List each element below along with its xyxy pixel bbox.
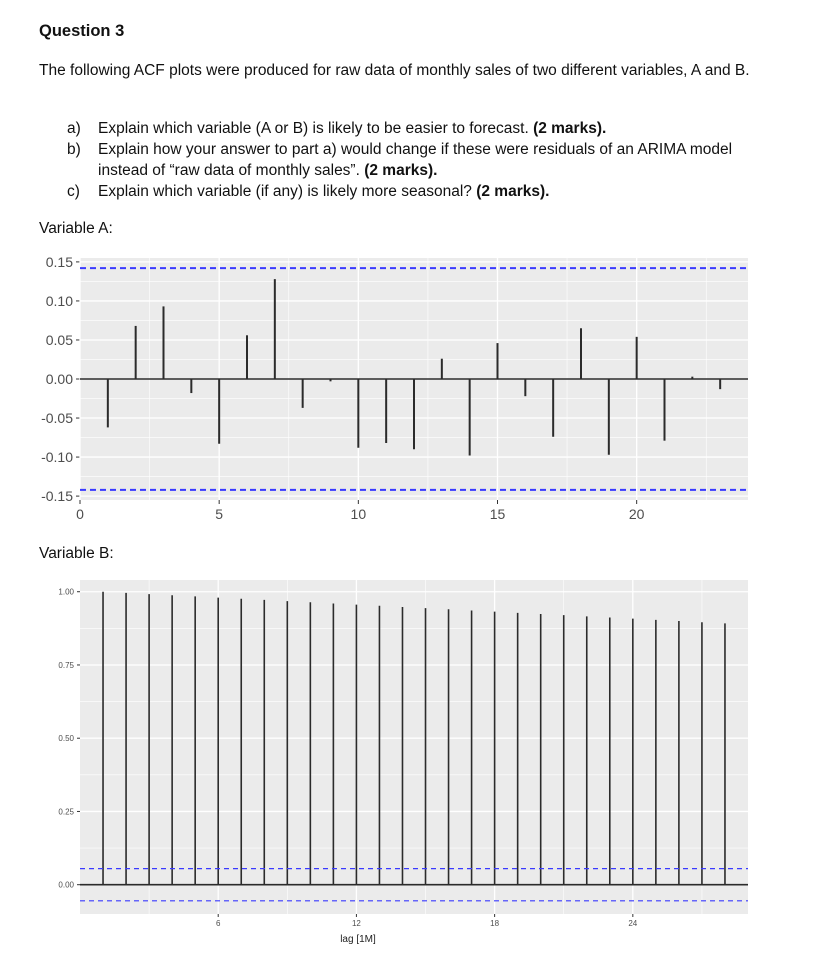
x-tick-label: 20	[628, 506, 645, 522]
part-text: Explain how your answer to part a) would change if these were residuals of an ARIMA model instead of “raw data of monthly sales”.	[98, 141, 733, 179]
x-tick-label: 15	[489, 506, 506, 522]
x-tick-label: 18	[490, 919, 500, 928]
plot-panel	[80, 580, 748, 914]
y-tick-label: -0.15	[41, 487, 73, 504]
y-tick-label: -0.10	[41, 448, 73, 465]
y-tick-label: 0.75	[58, 660, 74, 670]
x-tick-label: 6	[215, 919, 221, 928]
question-intro: The following ACF plots were produced for raw data of monthly sales of two different variables, A and B.	[39, 62, 750, 79]
x-tick-label: 10	[350, 506, 367, 522]
y-tick-label: 0.15	[45, 253, 73, 270]
part-text: Explain which variable (A or B) is likely to be easier to forecast.	[98, 120, 529, 137]
y-tick-label: 0.10	[45, 292, 73, 309]
y-tick-label: 0.50	[58, 734, 74, 744]
variable-b-label: Variable B:	[39, 545, 114, 562]
part-label: b)	[67, 141, 81, 158]
y-tick-label: 0.25	[58, 807, 74, 817]
y-tick-label: 0.00	[58, 880, 74, 890]
part-marks: (2 marks).	[533, 120, 607, 137]
y-tick-label: 1.00	[58, 587, 74, 597]
part-label: a)	[67, 120, 81, 137]
x-axis-label: lag [1M]	[340, 934, 376, 945]
part-label: c)	[67, 183, 80, 200]
y-tick-label: 0.00	[45, 370, 73, 387]
part-text: Explain which variable (if any) is likely more seasonal?	[98, 183, 472, 200]
part-marks: (2 marks).	[364, 162, 438, 179]
x-tick-label: 12	[351, 919, 361, 928]
part-marks: (2 marks).	[476, 183, 550, 200]
x-tick-label: 24	[628, 919, 638, 928]
question-title: Question 3	[39, 22, 125, 40]
y-tick-label: 0.05	[45, 331, 73, 348]
variable-a-label: Variable A:	[39, 220, 113, 237]
x-tick-label: 5	[215, 506, 224, 522]
y-tick-label: -0.05	[41, 409, 73, 426]
x-tick-label: 0	[76, 506, 84, 522]
